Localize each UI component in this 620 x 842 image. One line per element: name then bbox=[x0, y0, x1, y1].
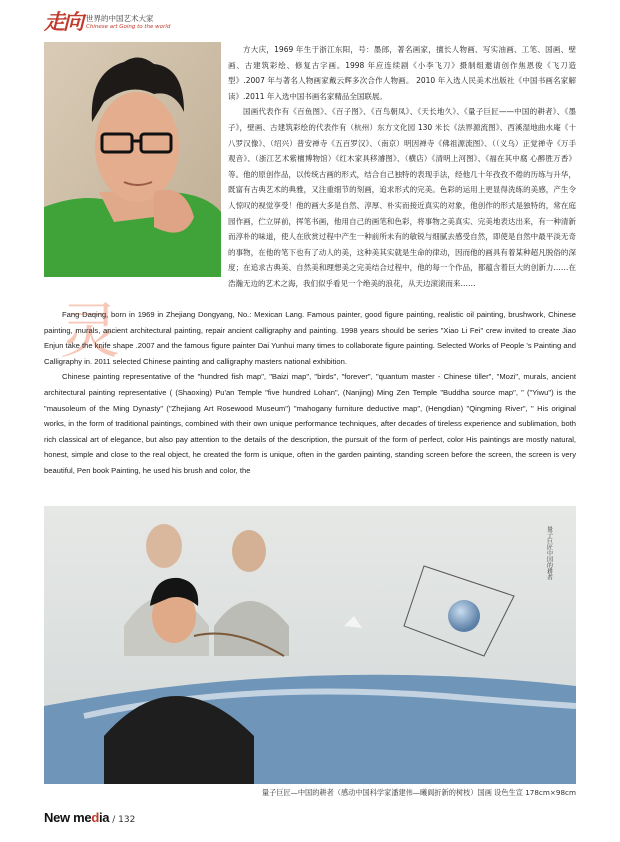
english-paragraph: Chinese painting representative of the "hundred fish map", "Baizi map", "birds", "forever", "quantum master - Chinese tiller", "Mozi", murals, ancient architectural painting representative ( (Shaoxing) Pu'an Temple "five hundred Lohan", (Nanjing) Ming Zen Temple "Buddha source map", " ("Yiwu") is the "mausoleum of the Ming Dynasty" ("Zhejiang Art Rosewood Museum") "mahogany furniture deductive map", (Hengdian) "Qingming River", " His original works, in the form of traditional paintings, combined with their own unique performance techniques, after decades of tireless experience and sublimation, both rich classical art of elegance, but also pay attention to the details of the description, the pursuit of the form of perfect, color His paintings are mostly natural, honest, simple and close to the real object, he created the form is unique, often in the garden painting, standing screen before the screen, the screen is very beautiful, Pen book Painting, he used his brush and color, the bbox=[44, 372, 576, 475]
chinese-article-column bbox=[228, 42, 576, 292]
logo-glyph: 走向 bbox=[44, 9, 82, 34]
english-article-block bbox=[44, 307, 576, 479]
decorative-dropcap: 灵 bbox=[60, 297, 120, 367]
brand-part: New me bbox=[44, 810, 92, 825]
brand-accent: d bbox=[91, 810, 99, 825]
chinese-paragraph: 方大庆，1969 年生于浙江东阳，号：墨郎，著名画家，擅长人物画、写实油画、工笔、国画、壁画、古建筑彩绘、修复古字画。1998 年应连续剧《小李飞刀》摄制组邀请创作焦恩俊《飞刀造型》.2007 年与著名人物画家戴云辉多次合作人物画。 2010 年入选人民美术出版社《中国书画名家解读》.2011 年入选中国书画名家精品全国联展。 bbox=[228, 45, 576, 101]
magazine-logo bbox=[44, 6, 170, 34]
page-footer bbox=[44, 810, 135, 825]
painting-caption: 量子巨匠—中国的耕者（感动中国科学家潘建伟—曦阆折新的树枝）国画 设色生宣 178cm×98cm bbox=[261, 788, 576, 797]
logo-text bbox=[86, 14, 170, 34]
logo-chinese-tagline: 世界的中国艺术大家 bbox=[86, 14, 154, 23]
artist-portrait-photo bbox=[44, 42, 221, 277]
featured-painting bbox=[44, 506, 576, 784]
footer-brand bbox=[44, 810, 109, 825]
page-number: / 132 bbox=[112, 815, 136, 825]
painting-inscription: 量子巨匠中国的耕者 bbox=[545, 526, 553, 580]
chinese-paragraph: 国画代表作有《百鱼图》、《百子图》、《百鸟朝凤》、《天长地久》、《量子巨匠——中国的耕者》、《墨子》，壁画、古建筑彩绘的代表作有（杭州）东方文化园 130 米长《法界源流图》、西溪湿地曲水庵《十八罗汉像》、（绍兴）普安禅寺《五百罗汉》、（南京）明因禅寺《佛祖源流图》、（（义乌）正觉禅寺《万手观音》、（浙江艺术紫檀博物馆）《红木家具移濬图》、（横店）《清明上河图》、《福在其中腐 心醉胜万香》等。他的原创作品，以传统古画的形式，结合自己独特的表现手法，经他几十年孜孜不倦的历练与升华，既富有古典艺术的典雅，又注重细节的刻画，追求形式的完美。色彩的运用上更显得洗练的美感，产生令人惊叹的视觉享受！他的画大多是自然、淳厚、朴实而接近真实的对象，他创作的形式是独特的，常在庭园作画，伫立屏前，挥笔书画，他用自己的画笔和色彩，将事物之美真实、完美地表达出来，有一种清新而淳朴的味道，使人在欣赏过程中产生一种前所未有的敏锐与细腻去感受自然，即使是自然中最平淡无奇的事物，在他的笔下也有了动人的美，这种美其实就是生命的律动，因而他的画具有着某种超凡脱俗的深度；在追求古典美、自然美和理想美之完美结合过程中，他的每一个作品，都蕴含着巨大的创新力……在浩瀚无边的艺术之海，我们似乎看见一个绝美的浪花，从天边滚滚而来…… bbox=[228, 107, 576, 288]
brand-part: ia bbox=[99, 810, 110, 825]
english-paragraph: Fang Daqing, born in 1969 in Zhejiang Dongyang, No.: Mexican Lang. Famous painter, good figure painting, realistic oil painting, brushwork, Chinese painting, murals, ancient architectural painting, repair ancient calligraphy and painting. 1998 years should be series "Xiao Li Fei" crew invited to create Jiao Enjun take the knife shape .2007 and the famous figure painter Dai Yunhui many times to collaborate figure painting. Selected Works of People 's Painting and Calligraphy in. 2011 selected Chinese painting and calligraphy masters national exhibition. bbox=[44, 310, 576, 366]
logo-english-tagline: Chinese art Going to the world bbox=[86, 24, 171, 30]
